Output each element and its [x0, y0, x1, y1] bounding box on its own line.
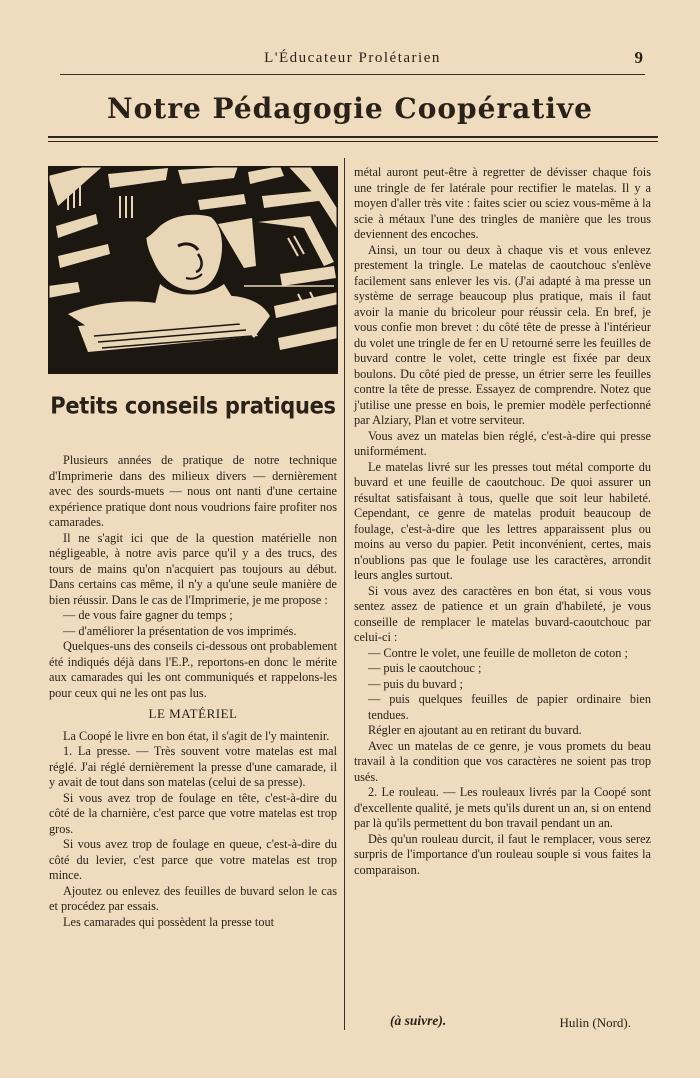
paragraph: Si vous avez trop de foulage en tête, c'est-à-dire du côté de la charnière, c'est parce que votre matelas est trop gros.: [49, 790, 337, 836]
column-divider: [344, 158, 345, 1030]
author-signature: Hulin (Nord).: [559, 1015, 631, 1030]
title-rule-thin: [48, 141, 658, 142]
woodcut-reader-icon: [48, 166, 338, 374]
article-footer: [354, 1013, 651, 1033]
paragraph: Régler en ajoutant au en retirant du buvard.: [368, 723, 582, 737]
paragraph: Ainsi, un tour ou deux à chaque vis et vous enlevez prestement la tringle. Le matelas de caoutchouc s'enlève facilement sans enlever les vis. (J'ai adapté à ma presse un système de serrage beaucoup plus pratique, mais il faut avoir la manie du bricoleur pour réussir cela. En bref, je vous confie mon brevet : du côté tête de presse à l'intérieur du volet une tringle de fer en U retourné serre les feuilles de buvard contre le volet, cette tringle est fixée par deux boulons. Du côté pied de presse, un étrier serre les feuilles contre la tête de presse. Essayez de comprendre. Notez que j'utilise une presse en bois, le premier modèle perfectionné par Alziary, Plan et votre serviteur.: [354, 242, 651, 427]
page-title: Notre Pédagogie Coopérative: [107, 92, 593, 125]
paragraph: Le matelas livré sur les presses tout métal comporte du buvard et une feuille de caoutchouc. De quoi assurer un résultat satisfaisant à tous, quelle que soit leur habileté. Cependant, ce genre de matelas produit beaucoup de foulage, c'est-à-dire que les lettres apparaissent plus ou moins au verso du papier. Petit inconvénient, certes, mais n'oublions pas que le foulage use les caractères, arrondit leurs angles surtout.: [354, 459, 651, 582]
journal-name: L'Éducateur Prolétarien: [264, 50, 441, 66]
paragraph: La Coopé le livre en bon état, il s'agit de l'y maintenir.: [63, 728, 330, 743]
paragraph: Il ne s'agit ici que de la question matérielle non négligeable, à notre avis parce qu'il y a des trucs, des tours de mains qu'on n'acquiert pas toujours au début. Dans certains cas même, il n'y a qu'une seule manière de bien réussir. Dans le cas de l'Imprimerie, je me propose :: [49, 530, 337, 607]
list-item: — d'améliorer la présentation de vos imprimés.: [63, 623, 297, 638]
page-number: 9: [634, 48, 643, 67]
paragraph: 2. Le rouleau. — Les rouleaux livrés par la Coopé sont d'excellente qualité, je mets qu'ils durent un an, si on entend par là qu'ils permettent du bon travail pendant un an.: [354, 785, 651, 830]
paragraph: Quelques-uns des conseils ci-dessous ont probablement été indiqués déjà dans l'E.P., reportons-en donc le mérite aux camarades qui les ont communiqués et rappelons-les pour ceux qui ne les ont pas lus.: [49, 639, 337, 700]
continued-note: (à suivre).: [390, 1013, 447, 1028]
paragraph: Ajoutez ou enlevez des feuilles de buvard selon le cas et procédez par essais.: [49, 883, 337, 913]
list-item: — de vous faire gagner du temps ;: [63, 608, 233, 622]
right-column: [354, 165, 651, 878]
paragraph: Si vous avez des caractères en bon état, si vous vous sentez assez de patience et un grain d'habileté, je vous conseille de remplacer le matelas buvard-caoutchouc par celui-ci :: [354, 583, 651, 644]
paragraph: Dès qu'un rouleau durcit, il faut le remplacer, vous serez surpris de l'importance d'un rouleau souple si vous faites la comparaison.: [354, 831, 651, 877]
paragraph: 1. La presse. — Très souvent votre matelas est mal réglé. J'ai réglé dernièrement la presse d'une camarade, il y avait de tout dans son matelas (celui de sa presse).: [49, 744, 337, 789]
section-subheading: LE MATÉRIEL: [148, 706, 238, 721]
left-column: [49, 453, 337, 930]
paragraph: Les camarades qui possèdent la presse tout: [63, 914, 275, 929]
list-item: — puis du buvard ;: [368, 676, 463, 691]
article-title: Petits conseils pratiques: [50, 393, 336, 419]
paragraph: Avec un matelas de ce genre, je vous promets du beau travail à la condition que vos caractères ne soient pas trop usés.: [354, 738, 651, 784]
paragraph: Plusieurs années de pratique de notre technique d'Imprimerie dans des milieux divers — dernièrement avec des sourds-muets — nous ont nanti d'une certaine expérience pratique dont nous voudrions faire profiter nos camarades.: [49, 453, 337, 529]
list-item: — Contre le volet, une feuille de molleton de coton ;: [368, 645, 628, 660]
paragraph: Si vous avez trop de foulage en queue, c'est-à-dire du côté du levier, c'est parce que votre matelas est trop mince.: [49, 837, 337, 882]
list-item: — puis le caoutchouc ;: [368, 661, 482, 675]
paragraph: Vous avez un matelas bien réglé, c'est-à-dire qui presse uniformément.: [354, 428, 651, 458]
title-rule-thick: [48, 136, 658, 138]
running-header: [60, 46, 645, 75]
paragraph: métal auront peut-être à regretter de dévisser chaque fois une tringle de fer latérale pour rectifier le matelas. Il y a moyen d'aller très vite : faites scier ou sciez vous-même à la scie à métaux l'une des tringles de manière que les trous deviennent des encoches.: [354, 165, 651, 241]
list-item: — puis quelques feuilles de papier ordinaire bien tendues.: [368, 692, 651, 722]
